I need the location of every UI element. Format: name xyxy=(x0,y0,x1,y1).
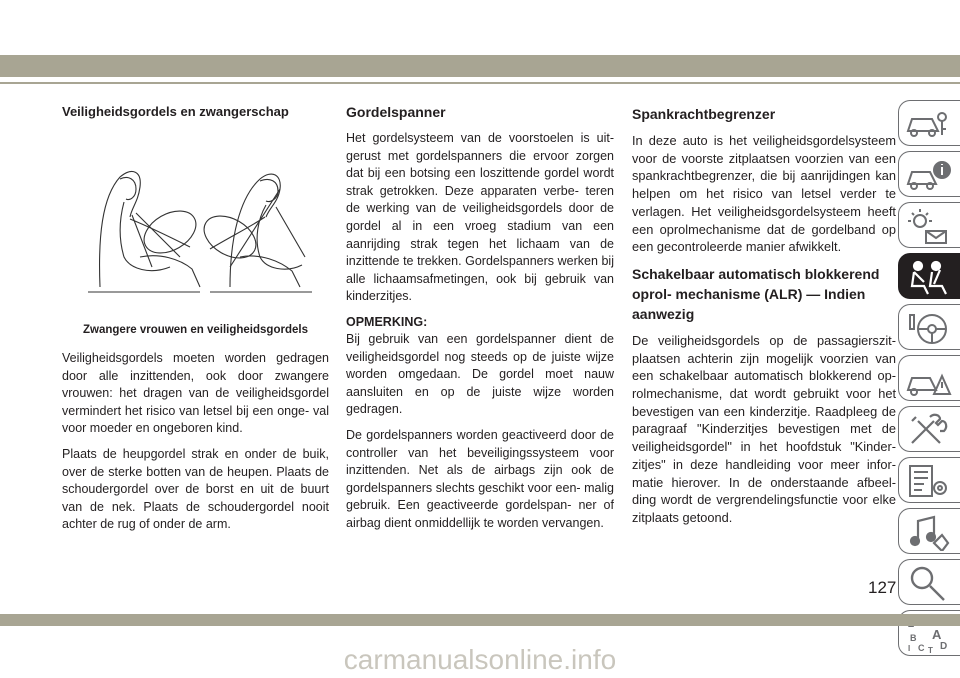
car-key-icon xyxy=(904,105,952,143)
tab-music-nav[interactable] xyxy=(898,508,960,554)
tab-search[interactable] xyxy=(898,559,960,605)
paragraph: In deze auto is het veiligheidsgordelsysteem voor de voorste zitplaatsen voorzien van een spankrachtbegrenzer, die bij aanrijdingen kan helpen om het risico van letsel verder te verlagen. Het veiligheidsgordelsysteem heeft een oprolmechanisme dat de gordelband op een gecontroleerde manier afwikkelt. xyxy=(632,133,896,255)
tools-icon xyxy=(904,411,952,449)
bottom-band xyxy=(0,614,960,626)
page-number: 127 xyxy=(868,578,897,597)
paragraph: De gordelspanners worden geactiveerd door de controller van het beveiligingssysteem voor inzittenden. Net als de airbags zijn ook de gordelspanners slechts geschikt voor een- malig gebruik. Een geactiveerde gordelspan- ner of airbag dient onmiddellijk te worden vervangen. xyxy=(346,427,614,530)
paragraph: Plaats de heupgordel strak en onder de buik, over de sterke botten van de heupen. Plaats de schoudergordel over de borst en uit de buurt van de nek. Plaats de schoudergordel nooit achter de rug of onder de arm. xyxy=(62,446,329,532)
pregnant-seatbelt-illustration xyxy=(80,157,316,297)
seatbelt-airbag-icon xyxy=(904,258,952,296)
section-heading-pretensioner: Gordelspanner xyxy=(346,104,446,120)
car-info-icon xyxy=(904,156,952,194)
checklist-gear-icon xyxy=(904,462,952,500)
figure-caption: Zwangere vrouwen en veiligheidsgordels xyxy=(83,324,308,336)
top-rule xyxy=(0,82,960,84)
section-heading-alr: Schakelbaar automatisch blokkerend oprol- mechanisme (ALR) — Indien aanwezig xyxy=(632,265,880,322)
magnifier-icon xyxy=(904,564,952,602)
index-letter: A xyxy=(932,627,942,642)
paragraph: Veiligheidsgordels moeten worden gedragen door alle inzittenden, ook door zwangere vrouwen: het dragen van de veiligheidsgordel vermindert het risico van letsel bij een onge- val voor moeder en ongeboren kind. xyxy=(62,351,329,436)
note-label: OPMERKING: xyxy=(346,314,428,329)
music-nav-icon xyxy=(904,513,952,551)
tab-checklist[interactable] xyxy=(898,457,960,503)
index-letter: B xyxy=(910,633,917,643)
roadside-warning-icon xyxy=(904,360,952,398)
watermark: carmanualsonline.info xyxy=(343,644,617,675)
column-3 xyxy=(632,104,896,535)
tab-warning-lights[interactable] xyxy=(898,202,960,248)
paragraph: De veiligheidsgordels op de passagierszit- plaatsen achterin zijn mogelijk voorzien van een schakelbaar automatisch blokkerend op- rolmechanisme, dat wordt gebruikt voor het bevestigen van een kinderzitje. Raadpleeg de paragraaf "Kinderzitjes bevestigen met de veiligheidsgordel" in het hoofdstuk "Kinder- zitjes" in deze handleiding voor meer infor- matie hierover. In de onderstaande afbeel- ding wordt de vergrendelingsfunctie voor elke zitplaats getoond. xyxy=(632,332,896,525)
tab-car-info[interactable] xyxy=(898,151,960,197)
section-heading-pregnancy: Veiligheidsgordels en zwangerschap xyxy=(62,104,289,119)
column-1 xyxy=(62,104,329,542)
index-letter: C xyxy=(918,643,925,653)
column-2 xyxy=(346,104,614,540)
section-heading-load-limiter: Spankrachtbegrenzer xyxy=(632,106,776,122)
tab-roadside-warning[interactable] xyxy=(898,355,960,401)
tab-tools[interactable] xyxy=(898,406,960,452)
tab-seatbelt-airbag[interactable] xyxy=(898,253,960,299)
paragraph: Bij gebruik van een gordelspanner dient de veiligheidsgordel nog steeds op de juiste wijze worden omgedaan. De gordel moet nauw aansluiten en op de juiste wijze worden gedragen. xyxy=(346,331,614,417)
tab-car-key[interactable] xyxy=(898,100,960,146)
paragraph: Het gordelsysteem van de voorstoelen is uit- gerust met gordelspanners die ervoor zorgen dat bij een botsing een loszittende gordel wordt strak getrokken. Deze apparaten verbe- teren de werking van de veiligheidsgordels door de gordel al in een vroeg stadium van een aanrijding strak tegen het lichaam van de inzittende te trekken. Gordelspanners werken bij alle lichaamsafmetingen, ook bij gebruik van kinderzitjes. xyxy=(346,131,614,304)
steering-wheel-icon xyxy=(904,309,952,347)
index-letter: I xyxy=(908,644,911,653)
warning-lights-icon xyxy=(904,207,952,245)
index-letter: T xyxy=(928,646,933,653)
chapter-tabs xyxy=(898,100,960,661)
top-band xyxy=(0,55,960,77)
tab-steering-wheel[interactable] xyxy=(898,304,960,350)
index-letter: D xyxy=(940,641,948,652)
